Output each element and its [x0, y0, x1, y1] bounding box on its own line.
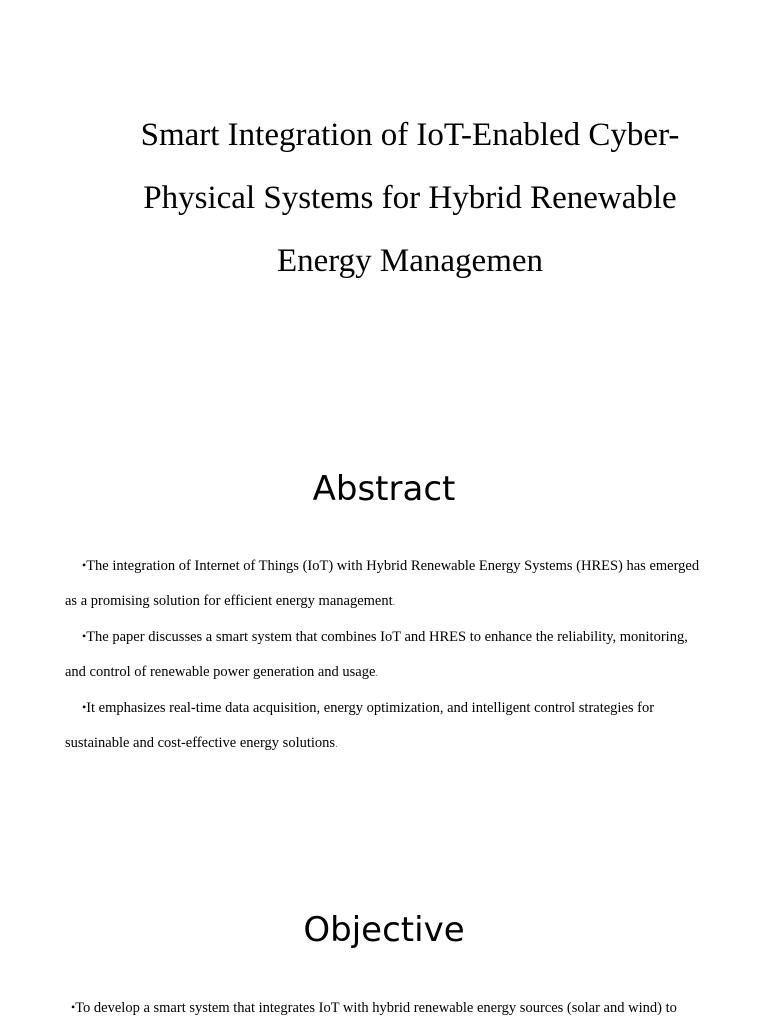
abstract-list	[65, 548, 705, 762]
abstract-item	[65, 690, 705, 761]
objective-item	[65, 990, 705, 1024]
sentence-period: .	[335, 737, 338, 750]
bullet-icon: •	[82, 558, 87, 572]
bullet-icon: •	[82, 629, 87, 644]
objective-item-text: To develop a smart system that integrates IoT with hybrid renewable energy sources (solar and wind) to	[75, 1000, 677, 1016]
objective-heading: Objective	[303, 910, 465, 950]
abstract-item	[65, 548, 705, 619]
sentence-period: .	[392, 595, 396, 608]
sentence-period: .	[375, 666, 379, 679]
abstract-item-text: It emphasizes real-time data acquisition, energy optimization, and intelligent control strategies for sustainable and cost-effective energy solutions	[65, 700, 655, 751]
bullet-icon: •	[82, 700, 87, 715]
abstract-item	[65, 619, 705, 690]
abstract-item-text: The paper discusses a smart system that combines IoT and HRES to enhance the reliability, monitoring, and control of renewable power generation and usage	[65, 629, 688, 680]
objective-list	[65, 990, 705, 1024]
bullet-icon: •	[71, 1000, 76, 1014]
abstract-heading: Abstract	[312, 469, 456, 509]
abstract-item-text: The integration of Internet of Things (IoT) with Hybrid Renewable Energy Systems (HRES) has emerged as a promising solution for efficient energy management	[65, 558, 700, 609]
document-title: Smart Integration of IoT-Enabled Cyber-Physical Systems for Hybrid Renewable Energy Managemen	[140, 117, 680, 279]
